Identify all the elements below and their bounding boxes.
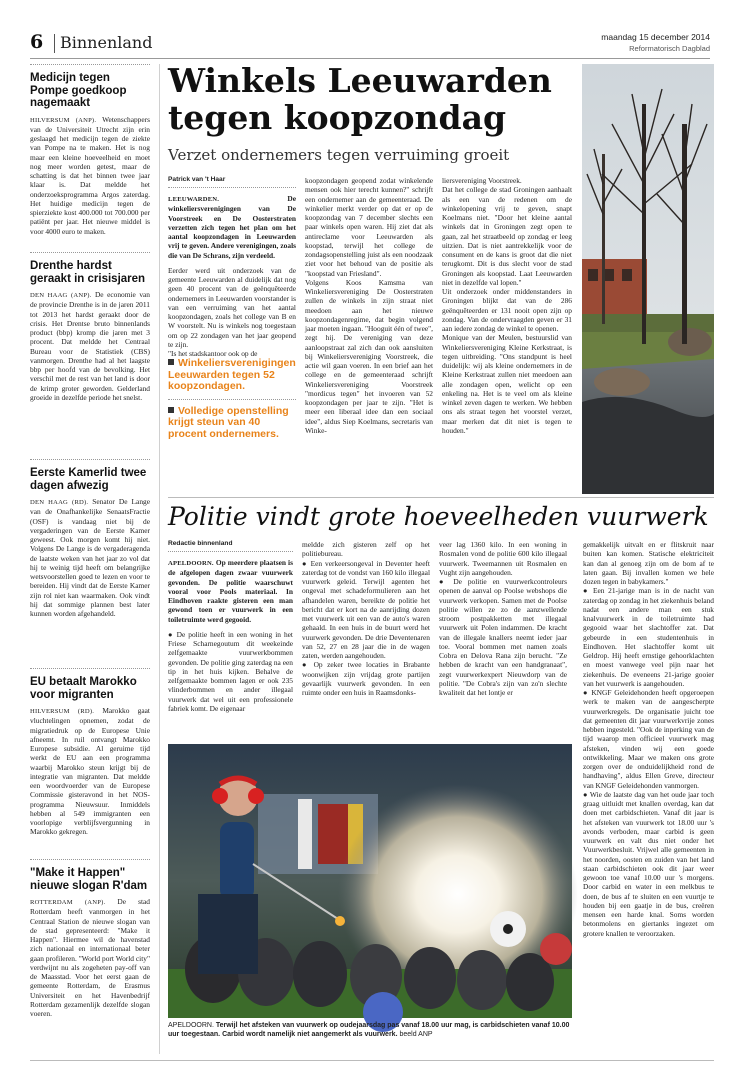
- brief-dateline: DEN HAAG (RD).: [30, 499, 89, 506]
- paper-name: Reformatorisch Dagblad: [629, 44, 710, 53]
- article-column: [302, 540, 430, 740]
- brief-title: Eerste Kamerlid twee dagen afwezig: [30, 467, 147, 492]
- news-brief: [30, 260, 150, 456]
- article-headline: Politie vindt grote hoeveelheden vuurwerk: [168, 502, 709, 531]
- brief-dateline: DEN HAAG (ANP).: [30, 292, 92, 299]
- column-rule: [159, 64, 160, 1054]
- article-body: ● De politie heeft in een woning in het Friese Scharnegoutum dit weekeinde zelfgemaakte vuurwerkbommen gevonden. De politie ging zaterdag na een tip in het huis kijken. Behalve de zelfgemaakte bommen lagen er ook 235 vlinderbommen en ander illegaal vuurwerk dat wel uit een professionele fabriek komt. De eigenaar: [168, 629, 293, 713]
- article-column: [305, 176, 433, 496]
- news-brief: [30, 72, 150, 249]
- brief-title: Drenthe hardst geraakt in crisisjaren: [30, 260, 146, 285]
- divider: [30, 64, 150, 65]
- brief-body: De stad Rotterdam heeft vanmorgen in het Centraal Station de nieuwe slogan van de stad gepresenteerd: "Make it Happen". Hiermee wil de havenstad zich nationaal en internationaal beter gaan profileren. "World port World city" verdwijnt nu als zogeheten pay-off van de Maasstad. Voor het eerst gaan de gemeente Rotterdam, de Erasmus Universiteit en het Havenbedrijf Rotterdam gezamenlijk dezelfde slogan voeren.: [30, 897, 150, 1018]
- brief-body: Marokko gaat vluchtelingen opnemen, zodat de migratiedruk op de Europese Unie afneemt. In ruil ontvangt Marokko Europese subsidie. Al geruime tijd werkt de EU aan een programma waarbij Marokko steun krijgt bij de integratie van migranten. Dat meldde een woordvoerder van de Europese Commissie gisteravond in het NOS-programma Nieuwsuur. Inmiddels hebben al 549 immigranten een voorlopige verblijfsvergunning in Marokko gekregen.: [30, 706, 150, 837]
- divider: [30, 459, 150, 460]
- article-column: [583, 540, 714, 1060]
- article-column: [168, 540, 293, 740]
- article-body: gemakkelijk uitvalt en er flitskruit naar buiten kan komen. Statische elektriciteit kan dan al genoeg zijn om de bom af te laten gaan. Bij invallen komen we hele dozen tegen in babykamers." ● Een 21-jarige man is in de nacht van zaterdag op zondag in het ziekenhuis beland nadat een andere man een stuk knalvuurwerk in de toiletruimte had gegooid waar het slachtoffer zat. Dat gebeurde in een studentenhuis in Eindhoven. Het slachtoffer komt uit Geldrop. Hij heeft ernstige gehoorklachten en moest vanwege veel pijn naar het ziekenhuis. De eveneens 21-jarige gooier van het vuurwerk is aangehouden. ● KNGF Geleidehonden heeft opgeroepen werk te maken van de aangescherpte vuurwerkregels. De organisatie juicht toe dat gemeenten dit jaar vuurwerkvrije zones hebben ingesteld. "Ook de inperking van de tijd waarop men officieel vuurwerk mag afsteken, vinden wij een goede ontwikkeling. Maar we maken ons grote zorgen over de onduidelijkheid rond de handhaving", aldus Ellen Greve, directeur van KNGF Geleidehonden vanmorgen. ● Wie de laatste dag van het oude jaar toch graag uitluidt met knallen overdag, kan dat doen met carbidschieten. Vanaf dit jaar is het afsteken van vuurwerk tot 18.00 uur 's avonds verboden, maar carbid is geen vuurwerk en valt dus niet onder het Vuurwerkbesluit. Vrijwel alle gemeenten in het noorden, oosten en zuiden van het land staan carbidschieten ook dit jaar weer gewoon toe vanaf 10.00 uur 's morgens. Door carbid en water in een melkbus te doen, de bus af te sluiten en een vuurtje te houden bij een gaatje in de bus, creëren mensen een harde knal. Soms worden betonmolens en giertanks ingezet om grotere knallen te veroorzaken.: [583, 540, 714, 938]
- brief-dateline: ROTTERDAM (ANP).: [30, 899, 106, 906]
- article-photo-carbide: [168, 744, 572, 1018]
- masthead-rule: [30, 58, 710, 59]
- divider: [168, 187, 296, 188]
- issue-date: maandag 15 december 2014: [601, 32, 710, 42]
- pull-quote: [168, 406, 296, 441]
- headline-line: tegen koopzondag: [168, 98, 507, 137]
- headline-line: Winkels Leeuwarden: [168, 61, 552, 100]
- caption-place: APELDOORN.: [168, 1022, 214, 1029]
- square-bullet-icon: [168, 407, 174, 413]
- carbide-shooting-illustration: [168, 744, 572, 1018]
- dateline: LEEUWARDEN.: [168, 196, 220, 203]
- brief-body: De economie van de provincie Drenthe is in de jaren 2011 tot 2013 het hardst geraakt door de crisis. Het Drentse bruto binnenlands product (bbp) kromp die jaren met 3 procent. Dat meldde het Centraal Bureau voor de Statistiek (CBS) vanmorgen. Drenthe had al het laagste bbp per hoofd van de bevolking. Het verschil met de rest van het land is door de krimp groter geworden. Gelderland groeide in dezelfde periode het snelst.: [30, 290, 150, 402]
- news-brief: [30, 867, 150, 1057]
- article-lead: Op meerdere plaatsen is de afgelopen dagen zwaar vuurwerk gevonden. De politie waarschuwt vooral voor Pools materiaal. In Eindhoven raakte gisteren een man gewond toen er vuurwerk in een toiletruimte werd gegooid.: [168, 558, 293, 624]
- article-column: [168, 176, 296, 496]
- divider: [168, 551, 293, 552]
- trees-canal-illustration: [582, 64, 714, 494]
- article-body: koopzondagen geopend zodat winkelende mensen ook hier terecht kunnen?" schrijft een ondernemer aan de gemeenteraad. De winkelier merkt verder op dat er op de koopzondag van 7 december slechts een paar winkels open waren. Hij ziet dat als antireclame voor Leeuwarden als koopstad, terwijl het college de zondagsopenstelling juist als een noodzaak ziet voor het behoud van de positie als "koopstad van Friesland". Volgens Koos Kamsma van Winkeliersvereniging De Oosterstraten zullen de winkels in zijn straat niet meedoen aan het nieuwe koopzondagenregime, dat begin volgend jaar moeten ingaan. "Hooguit één of twee", zegt hij. De vereniging van deze aanloopstraat zal zich dan ook aansluiten bij Winkeliersvereniging Voorstreek, die actie wil gaan voeren. In een brief aan het college en de gemeenteraad schrijft Winkeliersvereniging Voorstreek "mordicus tegen" het invoeren van 52 koopzondagen per jaar te zijn. "Het is meer een liberaal idee dan een sociaal idee", aldus Siep Koelmans, secretaris van Winke-: [305, 176, 433, 435]
- article-body: liersvereniging Voorstreek. Dat het college de stad Groningen aanhaalt als een van de redenen om de winkelopening vrij te geven, snapt Koelmans niet. "Door het kleine aantal winkels dat in Groningen zegt open te gaan, zal het straatbeeld op zondag er leeg uitzien. Dat is niet aantrekkelijk voor de consument en de kans is groot dat die niet terugkomt. Dit is dus slecht voor de stad Groningen als koopstad. Laat Leeuwarden niet in dezelfde val lopen." Uit onderzoek onder middenstanders in Groningen blijkt dat van de 286 geënquêteerden er 131 nooit open zijn op zondag. Van de ondervraagden geven er 31 aan iedere zondag de winkel te openen. Monique van der Meulen, bestuurslid van Winkeliersvereniging Kleine Kerkstraat, is tegen uitbreiding. "Ons standpunt is heel duidelijk: wij als kleine ondernemers in de Kleine Kerkstraat zullen niet meedoen aan alle zondagen open, welicht op een enkeling na. Het is te veel om als kleine winkel zeven dagen te werken. We hebben ons als straat tegen het voorstel verzet, maar merken dat dit niet is tegen te houden.": [442, 176, 572, 435]
- brief-body: Wetenschappers van de Universiteit Utrecht zijn erin geslaagd het medicijn tegen de ziekte van Pompe na te maken. Het is nog maar een kleine hoeveelheid en moet nog meer worden getest, maar de schatting is dat het binnen twee jaar klaar is. Dat meldde het onderzoeksprogramma Argos zaterdag. Het huidige medicijn tegen de spierziekte kost 400.000 tot 700.000 per patiënt per jaar. Het nieuwe middel is voor 4000 euro te maken.: [30, 114, 150, 236]
- news-brief: [30, 676, 150, 856]
- caption-text: Terwijl het afsteken van vuurwerk op oudejaarsdag pas vanaf 18.00 uur mag, is carbidschieten vanaf 10.00 uur toegestaan. Carbid wordt namelijk niet aangemerkt als vuurwerk.: [168, 1022, 570, 1038]
- article-photo-trees: [582, 64, 714, 494]
- masthead-divider: [54, 34, 55, 53]
- brief-title: "Make it Happen" nieuwe slogan R'dam: [30, 867, 148, 892]
- article-body: veer lag 1360 kilo. In een woning in Rosmalen vond de politie 600 kilo illegaal vuurwerk. Tweemannen uit Rosmalen en Vught zijn aangehouden. ● De politie en vuurwerkcontroleurs openen de aanval op Poolse webshops die vuurwerk verkopen. Samen met de Poolse politie willen ze zo de aanzwellende stroom postpakketten met illegaal vuurwerk uit Polen indammen. De kracht van de illegale knallers neemt ieder jaar toe. Vooral bommen met namen zoals Cobra en Delova Rana zijn berucht. "Ze hebben de kracht van een handgranaat", zegt vuurwerkexpert Nieuwdorp van de politie. "De Cobra's zijn van zo'n slechte kwaliteit dat het lontje er: [439, 540, 567, 697]
- article-column: [439, 540, 567, 740]
- pull-quote: [168, 358, 296, 393]
- article-subhead: Verzet ondernemers tegen verruiming groeit: [168, 146, 510, 164]
- divider: [30, 859, 150, 860]
- brief-title: Medicijn tegen Pompe goedkoop nagemaakt: [30, 72, 127, 109]
- page-number: 6: [30, 31, 44, 53]
- pull-quote-text: Volledige openstelling krijgt steun van 40 procent ondernemers.: [168, 404, 289, 440]
- footer-rule: [30, 1060, 714, 1061]
- brief-dateline: HILVERSUM (RD).: [30, 708, 95, 715]
- brief-body: Senator De Lange van de Onafhankelijke SenaatsFractie (OSF) is vandaag niet bij de vergaderingen van de Eerste Kamer geweest. Ook morgen komt hij niet. Volgens De Lange is de vergaderagenda de laatste weken van het jaar zo vol dat hij te weinig tijd heeft om belangrijke wetsvoorstellen goed te lezen en voor te bereiden. Hij vindt dat de Eerste Kamer zijn rol niet kan waarmaken. Ook vindt hij dat sommige plannen best later kunnen worden afgehandeld.: [30, 497, 150, 618]
- divider: [30, 668, 150, 669]
- article-body: meldde zich gisteren zelf op het politiebureau. ● Een verkeersongeval in Deventer heeft zaterdag tot de vondst van 160 kilo illegaal vuurwerk geleid. Terwijl agenten het ongeval met schadeformulieren aan het afhandelen waren, bereikte de politie het bericht dat er kort na de aanrijding dozen met vuurwerk uit een van de auto's waren gehaald. In een huis in de buurt werd het vuurwerk gevonden. De drie Deventenaren van 52, 27 en 28 jaar die in de wagen zaten, werden aangehouden. ● Op zeker twee locaties in Brabante woonwijken zijn vrijdag grote partijen gevaarlijk vuurwerk gevonden. In een ruimte onder een huis in Raamsdonks-: [302, 540, 430, 697]
- divider: [168, 399, 296, 400]
- section-title: Binnenland: [60, 33, 153, 52]
- brief-title: EU betaalt Marokko voor migranten: [30, 676, 137, 701]
- photo-caption: [168, 1021, 572, 1039]
- dateline: APELDOORN.: [168, 560, 214, 567]
- article-column: [442, 176, 572, 496]
- article-body: Eerder werd uit onderzoek van de gemeente Leeuwarden al duidelijk dat nog geen 40 procent van de geënquêteerde ondernemers in Leeuwarden voorstander is van een verruiming van het aantal koopzondagen, zoals het college van B en W voorstelt. Nu is winkels nog toegestaan om op 22 zondagen van het jaar geopend te zijn. "Is het stadskantoor ook op de: [168, 265, 296, 358]
- article-headline: [168, 62, 588, 136]
- brief-dateline: HILVERSUM (ANP).: [30, 116, 97, 124]
- byline: Redactie binnenland: [168, 540, 233, 547]
- pull-quote-text: Winkeliersverenigingen Leeuwarden tegen 52 koopzondagen.: [168, 357, 296, 393]
- divider: [30, 252, 150, 253]
- square-bullet-icon: [168, 359, 174, 365]
- article-lead: De winkeliersverenigingen van De Voorstreek en De Oosterstraten verzetten zich tegen het plan om het aantal koopzondagen in Leeuwarden vrij te geven. Andere verenigingen, zoals die van De Schrans, zijn verdeeld.: [168, 194, 296, 260]
- section-rule: [168, 497, 714, 498]
- byline: Patrick van 't Haar: [168, 176, 226, 183]
- sidebar: [30, 64, 150, 1054]
- photo-credit: beeld ANP: [399, 1031, 433, 1038]
- news-brief: [30, 467, 150, 665]
